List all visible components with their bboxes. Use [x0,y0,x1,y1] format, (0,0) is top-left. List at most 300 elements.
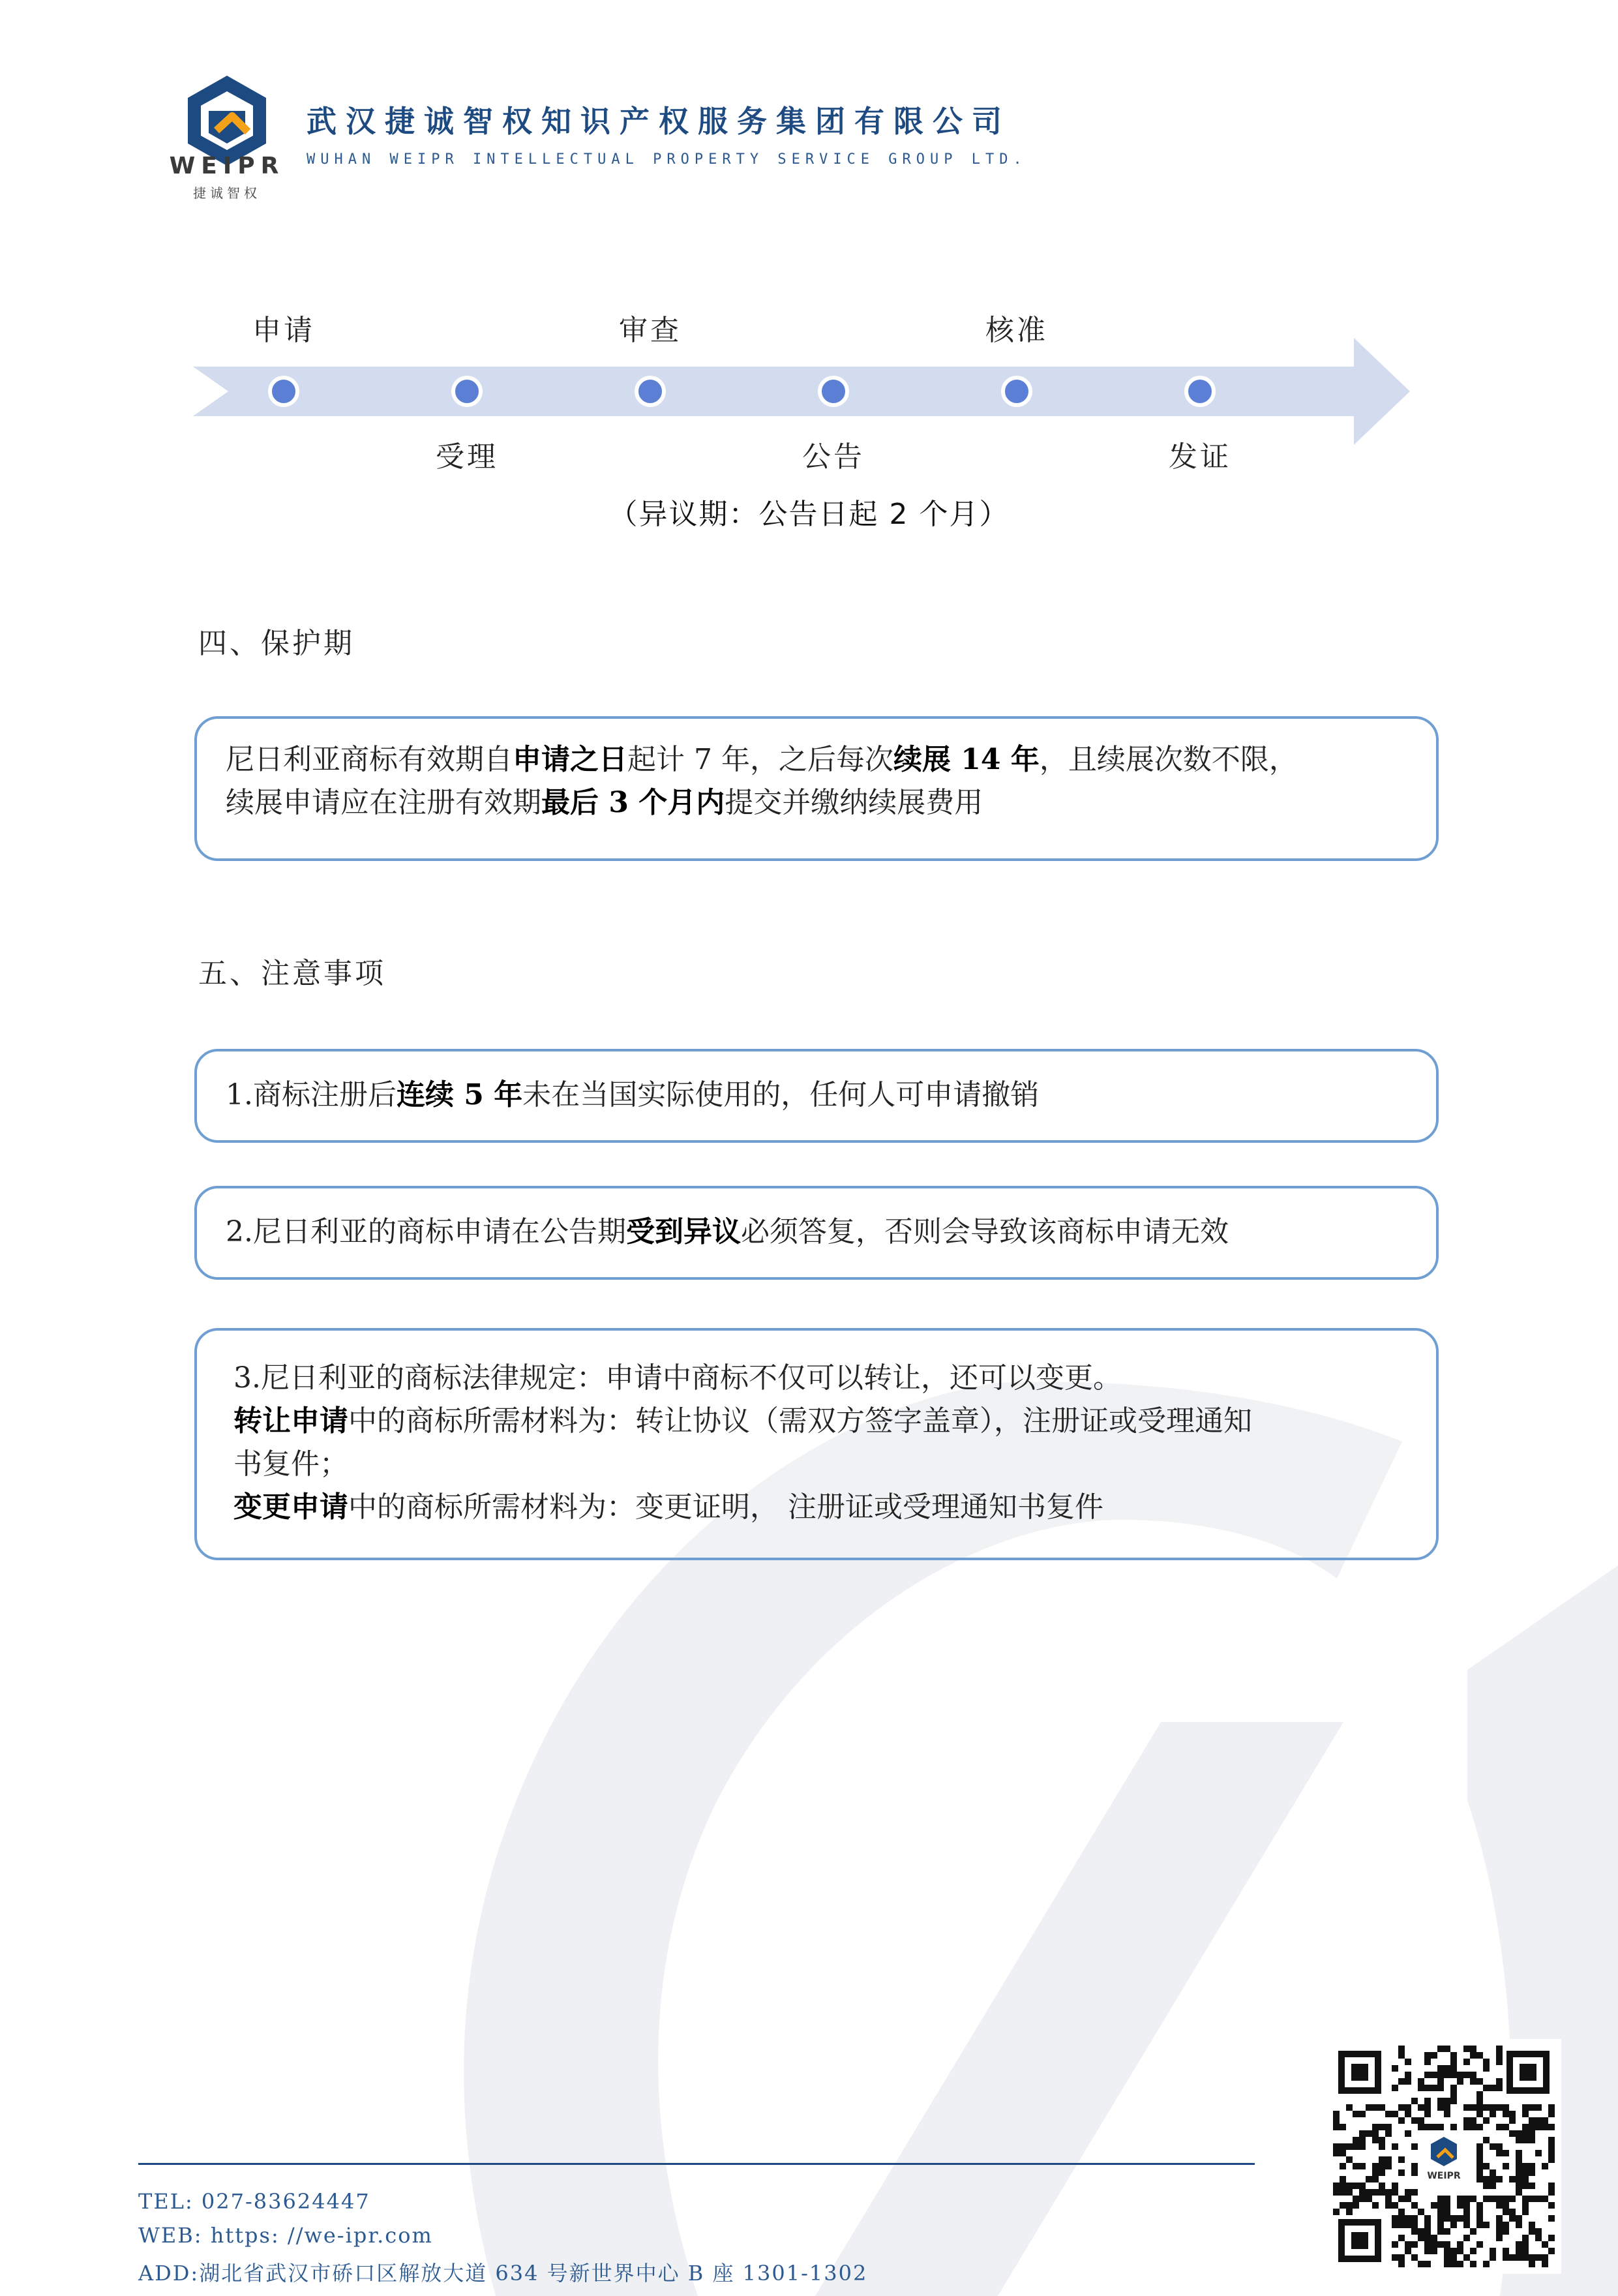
qr-module [1333,2150,1340,2156]
qr-module [1457,2241,1463,2248]
qr-module [1503,2228,1509,2235]
qr-module [1516,2254,1522,2261]
qr-module [1542,2196,1548,2202]
qr-module [1496,2150,1503,2156]
qr-module [1385,2163,1392,2169]
step-certify: 发证 [1169,440,1231,474]
qr-module [1418,2078,1424,2085]
qr-module [1346,2189,1353,2196]
footer-tel: TEL: 027-83624447 [138,2189,370,2214]
qr-module [1437,2222,1444,2228]
qr-module [1359,2163,1366,2169]
qr-module [1483,2065,1490,2072]
qr-module [1476,2150,1483,2156]
qr-module [1398,2078,1405,2085]
qr-module [1496,2052,1503,2059]
qr-module [1398,2215,1405,2222]
qr-module [1490,2085,1496,2091]
qr-module [1340,2124,1346,2130]
qr-module [1411,2202,1418,2209]
qr-module [1503,2111,1509,2117]
qr-module [1346,2183,1353,2189]
qr-module [1476,2215,1483,2222]
section-title-protection: 四、保护期 [198,627,355,660]
opposition-period-caption: （异议期：公告日起 2 个月） [608,498,1010,531]
qr-module [1490,2196,1496,2202]
qr-module [1346,2104,1353,2111]
qr-module [1450,2065,1457,2072]
qr-module [1450,2098,1457,2104]
qr-module [1431,2072,1437,2078]
qr-module [1398,2196,1405,2202]
qr-module [1516,2248,1522,2254]
qr-module [1463,2222,1470,2228]
qr-module [1405,2196,1411,2202]
protection-line-1: 尼日利亚商标有效期自申请之日起计 7 年，之后每次续展 14 年，且续展次数不限， [226,743,1298,776]
qr-module [1476,2163,1483,2169]
qr-module [1463,2202,1470,2209]
qr-module [1437,2085,1444,2091]
qr-module [1450,2085,1457,2091]
qr-module [1405,2078,1411,2085]
qr-module [1405,2111,1411,2117]
qr-module [1522,2248,1529,2254]
footer-web[interactable]: WEB: https: //we-ipr.com [138,2223,433,2248]
qr-module [1483,2085,1490,2091]
qr-module [1496,2059,1503,2065]
qr-module [1490,2248,1496,2254]
qr-module [1340,2163,1346,2169]
qr-module [1457,2215,1463,2222]
qr-module [1522,2124,1529,2130]
qr-module [1372,2104,1379,2111]
qr-module [1398,2235,1405,2241]
qr-module [1418,2104,1424,2111]
qr-module [1516,2215,1522,2222]
qr-module [1398,2156,1405,2163]
qr-module [1353,2143,1359,2150]
qr-module [1340,2202,1346,2209]
qr-module [1424,2111,1431,2117]
step-publish: 公告 [802,440,865,474]
qr-module [1548,2137,1555,2143]
qr-module [1529,2183,1535,2189]
qr-module [1340,2150,1346,2156]
qr-module [1529,2261,1535,2267]
qr-module [1450,2072,1457,2078]
qr-module [1483,2104,1490,2111]
flow-dot [270,378,297,405]
qr-module [1359,2183,1366,2189]
qr-module [1496,2228,1503,2235]
qr-module [1444,2065,1450,2072]
qr-module [1457,2078,1463,2085]
qr-module [1411,2254,1418,2261]
qr-module [1353,2137,1359,2143]
qr-module [1483,2163,1490,2169]
flow-dot [453,378,481,405]
weipr-logo [162,70,292,201]
qr-module [1359,2189,1366,2196]
qr-module [1496,2085,1503,2091]
qr-module [1476,2156,1483,2163]
qr-module [1483,2196,1490,2202]
qr-module [1424,2098,1431,2104]
qr-module [1353,2111,1359,2117]
qr-module [1450,2124,1457,2130]
qr-module [1444,2111,1450,2117]
qr-module [1411,2215,1418,2222]
qr-module [1476,2222,1483,2228]
qr-module [1542,2124,1548,2130]
qr-module [1496,2235,1503,2241]
qr-module [1411,2117,1418,2124]
qr-module [1548,2248,1555,2254]
qr-module [1522,2254,1529,2261]
qr-module [1529,2196,1535,2202]
qr-module [1379,2137,1385,2143]
qr-module [1437,2202,1444,2209]
qr-module [1470,2248,1476,2254]
logo-subtitle: 捷诚智权 [193,185,261,201]
qr-module [1529,2228,1535,2235]
qr-module [1398,2104,1405,2111]
qr-module [1333,2209,1340,2215]
qr-module [1509,2117,1516,2124]
qr-module [1392,2222,1398,2228]
qr-module [1353,2183,1359,2189]
qr-module [1476,2052,1483,2059]
flow-dot [820,378,847,405]
qr-module [1509,2196,1516,2202]
section-title-notes: 五、注意事项 [198,957,386,990]
qr-module [1548,2156,1555,2163]
qr-module [1509,2209,1516,2215]
qr-module [1542,2117,1548,2124]
qr-module [1431,2235,1437,2241]
qr-module [1424,2072,1431,2078]
qr-module [1444,2196,1450,2202]
qr-module [1424,2215,1431,2222]
qr-module [1398,2254,1405,2261]
step-approve: 核准 [985,314,1048,347]
qr-module [1470,2124,1476,2130]
qr-module [1516,2150,1522,2156]
qr-module [1535,2254,1542,2261]
qr-module [1333,2183,1340,2189]
qr-module [1333,2117,1340,2124]
qr-module [1457,2261,1463,2267]
qr-module [1516,2241,1522,2248]
qr-module [1542,2261,1548,2267]
qr-module [1503,2196,1509,2202]
qr-module [1503,2248,1509,2254]
qr-module [1503,2222,1509,2228]
qr-module [1392,2065,1398,2072]
qr-module [1379,2143,1385,2150]
qr-module [1411,2143,1418,2150]
qr-module [1411,2163,1418,2169]
qr-module [1496,2176,1503,2183]
note-box-3 [194,1328,1439,1560]
qr-module [1516,2169,1522,2176]
qr-module [1392,2143,1398,2150]
qr-module [1385,2130,1392,2137]
qr-module [1424,2222,1431,2228]
qr-module [1463,2215,1470,2222]
qr-module [1516,2156,1522,2163]
qr-module [1542,2254,1548,2261]
qr-module [1346,2143,1353,2150]
qr-module [1522,2183,1529,2189]
qr-module [1405,2215,1411,2222]
qr-module [1398,2169,1405,2176]
qr-module [1372,2163,1379,2169]
qr-module [1333,2124,1340,2130]
qr-module [1379,2189,1385,2196]
qr-module [1437,2104,1444,2111]
qr-module [1431,2124,1437,2130]
qr-module [1398,2052,1405,2059]
qr-module [1522,2235,1529,2241]
step-apply: 申请 [252,314,315,347]
qr-module [1470,2072,1476,2078]
qr-module [1503,2150,1509,2156]
qr-module [1444,2046,1450,2052]
step-examine: 审查 [619,314,682,347]
qr-module [1366,2176,1372,2183]
qr-module [1496,2104,1503,2111]
qr-module [1418,2124,1424,2130]
process-arrow [193,338,1410,445]
qr-module [1496,2078,1503,2085]
qr-module [1437,2196,1444,2202]
qr-module [1405,2104,1411,2111]
qr-module [1385,2111,1392,2117]
flow-dot [637,378,664,405]
qr-module [1372,2176,1379,2183]
qr-module [1437,2215,1444,2222]
qr-module [1476,2209,1483,2215]
qr-module [1476,2091,1483,2098]
qr-module [1542,2163,1548,2169]
qr-module [1529,2104,1535,2111]
qr-module [1398,2046,1405,2052]
qr-module [1463,2124,1470,2130]
qr-module [1529,2117,1535,2124]
step-accept: 受理 [436,440,498,474]
qr-module [1463,2235,1470,2241]
qr-module [1359,2196,1366,2202]
qr-module [1503,2254,1509,2261]
qr-module [1496,2196,1503,2202]
qr-module [1379,2169,1385,2176]
qr-module [1476,2169,1483,2176]
qr-module [1418,2209,1424,2215]
qr-module [1372,2189,1379,2196]
qr-module [1522,2104,1529,2111]
qr-module [1379,2183,1385,2189]
qr-module [1411,2222,1418,2228]
qr-module [1392,2202,1398,2209]
qr-module [1431,2202,1437,2209]
flow-dot [1003,378,1030,405]
qr-module [1463,2196,1470,2202]
qr-module [1503,2124,1509,2130]
qr-module [1411,2098,1418,2104]
note-2-text: 2.尼日利亚的商标申请在公告期受到异议必须答复，否则会导致该商标申请无效 [226,1215,1229,1248]
qr-module [1372,2130,1379,2137]
qr-module [1424,2052,1431,2059]
qr-module [1516,2222,1522,2228]
qr-module [1476,2124,1483,2130]
qr-module [1490,2254,1496,2261]
qr-module [1509,2176,1516,2183]
qr-module [1548,2150,1555,2156]
qr-module [1496,2215,1503,2222]
qr-module [1529,2169,1535,2176]
note-3-line-4: 变更申请中的商标所需材料为：变更证明， 注册证或受理通知书复件 [233,1490,1103,1524]
qr-module [1522,2137,1529,2143]
qr-module [1424,2241,1431,2248]
qr-module [1470,2104,1476,2111]
qr-module [1522,2169,1529,2176]
qr-module [1379,2156,1385,2163]
qr-module [1522,2111,1529,2117]
qr-module [1405,2248,1411,2254]
qr-module [1437,2241,1444,2248]
qr-module [1450,2254,1457,2261]
qr-module [1398,2209,1405,2215]
qr-module [1450,2261,1457,2267]
qr-module [1366,2189,1372,2196]
qr-module [1483,2176,1490,2183]
qr-module [1405,2222,1411,2228]
qr-module [1483,2261,1490,2267]
qr-module [1450,2059,1457,2065]
qr-module [1411,2228,1418,2235]
qr-module [1379,2124,1385,2130]
qr-module [1548,2215,1555,2222]
qr-module [1379,2104,1385,2111]
qr-module [1437,2078,1444,2085]
qr-module [1385,2189,1392,2196]
qr-module [1522,2202,1529,2209]
qr-module [1522,2196,1529,2202]
qr-module [1431,2052,1437,2059]
qr-module [1444,2098,1450,2104]
qr-module [1529,2254,1535,2261]
qr-module [1385,2156,1392,2163]
qr-module [1450,2248,1457,2254]
qr-module [1548,2143,1555,2150]
qr-module [1503,2202,1509,2209]
qr-module [1437,2124,1444,2130]
qr-module [1405,2189,1411,2196]
qr-module [1450,2215,1457,2222]
qr-module [1346,2156,1353,2163]
qr-module [1405,2241,1411,2248]
qr-module [1457,2248,1463,2254]
qr-module [1359,2143,1366,2150]
qr-module [1463,2117,1470,2124]
note-3-line-2: 转让申请中的商标所需材料为：转让协议（需双方签字盖章），注册证或受理通知 [233,1404,1252,1438]
qr-module [1470,2046,1476,2052]
qr-module [1548,2104,1555,2111]
qr-module [1476,2104,1483,2111]
qr-module [1418,2117,1424,2124]
qr-module [1437,2209,1444,2215]
qr-module [1424,2059,1431,2065]
qr-module [1470,2261,1476,2267]
qr-module [1411,2189,1418,2196]
qr-module [1535,2196,1542,2202]
qr-module [1353,2196,1359,2202]
qr-module [1490,2143,1496,2150]
svg-text:WEIPR: WEIPR [1427,2171,1461,2181]
qr-module [1509,2111,1516,2117]
qr-module [1476,2143,1483,2150]
qr-module [1476,2176,1483,2183]
qr-module [1490,2104,1496,2111]
qr-module [1411,2241,1418,2248]
qr-module [1340,2143,1346,2150]
qr-module [1424,2104,1431,2111]
footer-address: ADD:湖北省武汉市硚口区解放大道 634 号新世界中心 B 座 1301-1302 [138,2261,868,2286]
footer-rule [138,2163,1255,2165]
qr-module [1366,2130,1372,2137]
qr-module [1444,2241,1450,2248]
qr-module [1522,2209,1529,2215]
qr-module [1372,2169,1379,2176]
qr-module [1529,2163,1535,2169]
logo-text: WEIPR [169,153,285,179]
qr-module [1431,2248,1437,2254]
qr-module [1522,2176,1529,2183]
qr-module [1516,2130,1522,2137]
qr-module [1516,2189,1522,2196]
qr-module [1463,2072,1470,2078]
qr-module [1535,2228,1542,2235]
qr-module [1437,2072,1444,2078]
qr-module [1470,2078,1476,2085]
qr-module [1392,2254,1398,2261]
qr-module [1535,2104,1542,2111]
qr-module [1340,2183,1346,2189]
qr-module [1529,2130,1535,2137]
qr-module [1509,2130,1516,2137]
qr-module [1470,2117,1476,2124]
qr-module [1340,2176,1346,2183]
note-box-1 [194,1049,1439,1143]
qr-module [1476,2202,1483,2209]
qr-code [1326,2039,1561,2274]
qr-module [1516,2176,1522,2183]
qr-module [1450,2091,1457,2098]
qr-module [1437,2046,1444,2052]
qr-module [1392,2111,1398,2117]
qr-module [1405,2072,1411,2078]
qr-module [1509,2254,1516,2261]
qr-module [1483,2137,1490,2143]
qr-module [1392,2241,1398,2248]
qr-module [1548,2235,1555,2241]
qr-module [1405,2130,1411,2137]
qr-module [1490,2111,1496,2117]
qr-module [1450,2052,1457,2059]
qr-module [1418,2228,1424,2235]
qr-module [1522,2163,1529,2169]
